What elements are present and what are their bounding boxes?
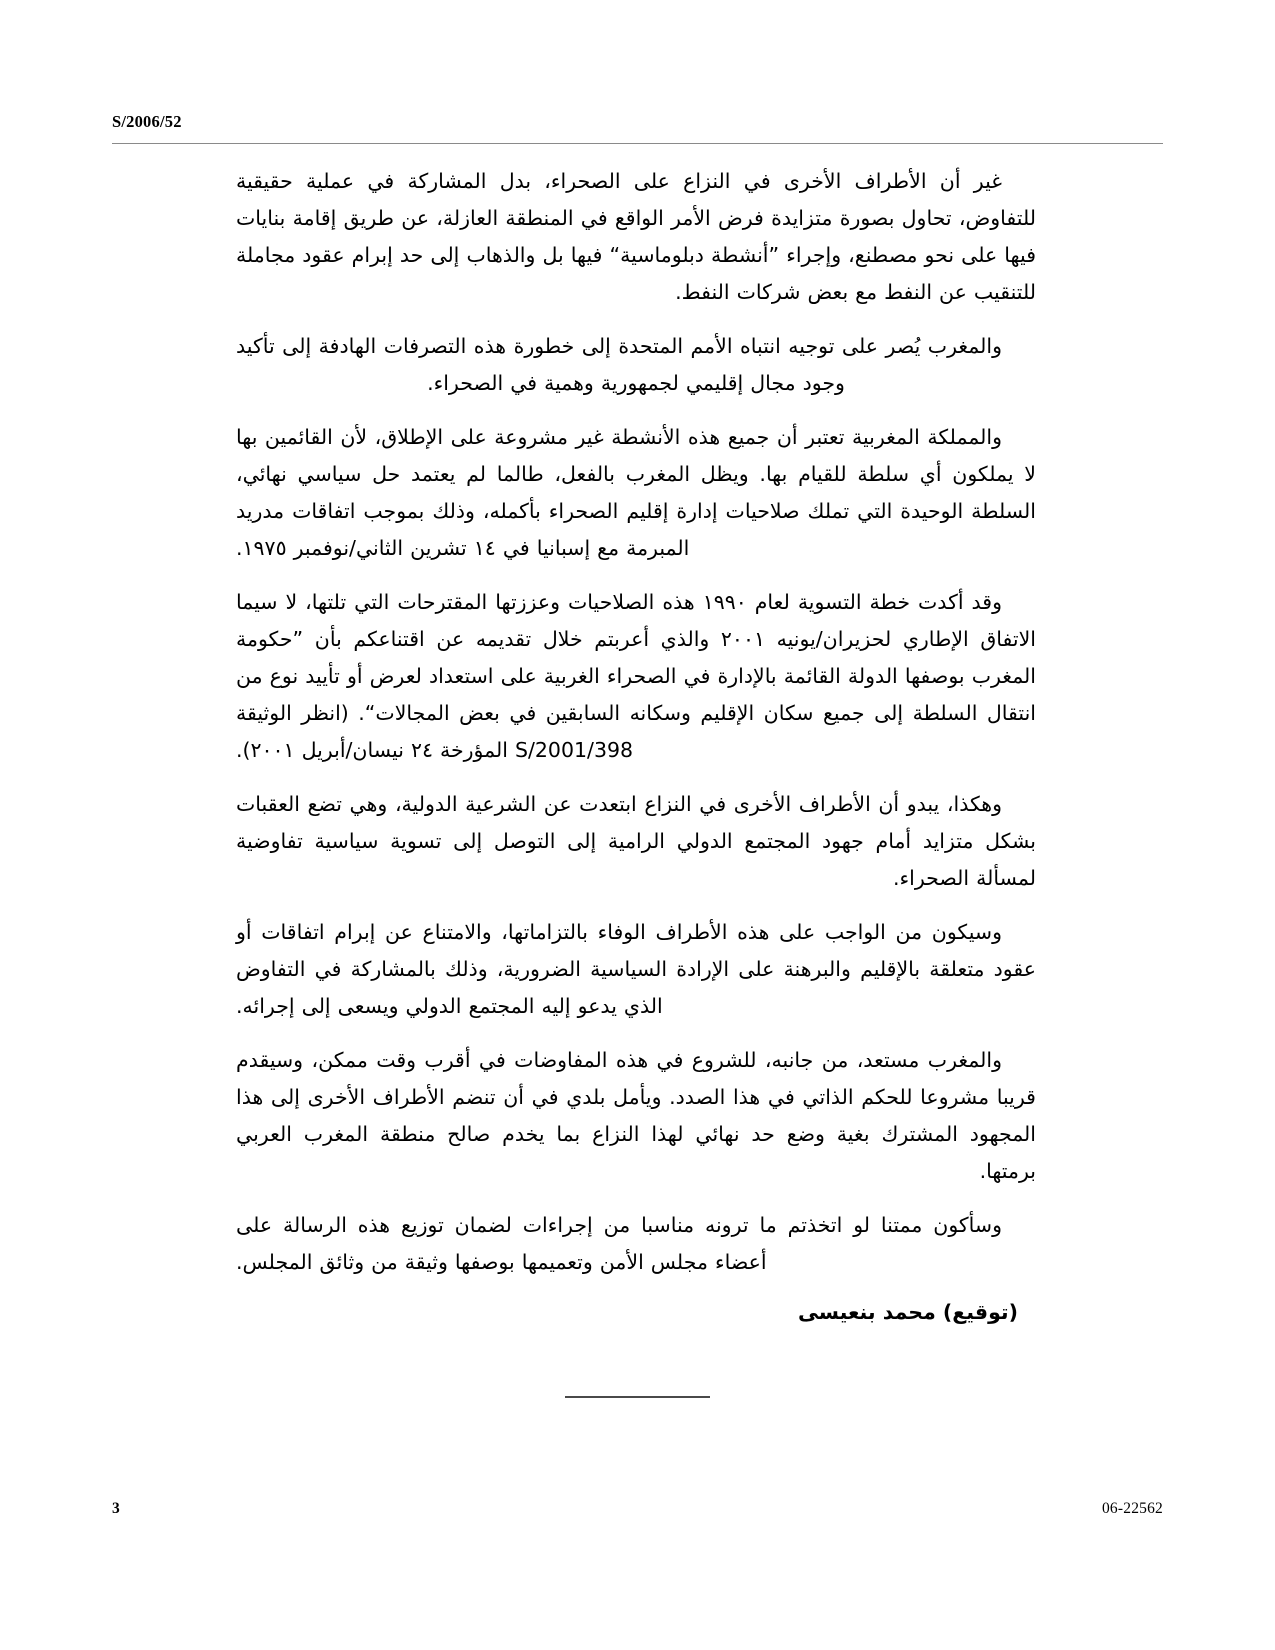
paragraph: وسيكون من الواجب على هذه الأطراف الوفاء بالتزاماتها، والامتناع عن إبرام اتفاقات أو عقود متعلقة بالإقليم والبرهنة على الإرادة السياسية الضرورية، وذلك بالمشاركة في التفاوض الذي يدعو إليه المجتمع الدولي ويسعى إلى إجرائه. <box>236 920 1036 1018</box>
paragraph: غير أن الأطراف الأخرى في النزاع على الصحراء، بدل المشاركة في عملية حقيقية للتفاوض، تحاول بصورة متزايدة فرض الأمر الواقع في المنطقة العازلة، عن طريق إقامة بنايات فيها على نحو مصطنع، وإجراء ”أنشطة دبلوماسية“ فيها بل والذهاب إلى حد إبرام عقود مجاملة للتنقيب عن النفط مع بعض شركات النفط. <box>236 169 1036 304</box>
paragraph: والمغرب مستعد، من جانبه، للشروع في هذه المفاوضات في أقرب وقت ممكن، وسيقدم قريبا مشروعا للحكم الذاتي في هذا الصدد. ويأمل بلدي في أن تنضم الأطراف الأخرى إلى هذا المجهود المشترك بغية وضع حد نهائي لهذا النزاع بما يخدم صالح منطقة المغرب العربي برمتها. <box>236 1048 1036 1183</box>
paragraph: والمملكة المغربية تعتبر أن جميع هذه الأنشطة غير مشروعة على الإطلاق، لأن القائمين بها لا يملكون أي سلطة للقيام بها. ويظل المغرب بالفعل، طالما لم يعتمد حل سياسي نهائي، السلطة الوحيدة التي تملك صلاحيات إدارة إقليم الصحراء بأكمله، وذلك بموجب اتفاقات مدريد المبرمة مع إسبانيا في ١٤ تشرين الثاني/نوفمبر ١٩٧٥. <box>236 425 1036 560</box>
header-divider <box>112 143 1163 144</box>
paragraph: وقد أكدت خطة التسوية لعام ١٩٩٠ هذه الصلاحيات وعززتها المقترحات التي تلتها، لا سيما الاتفاق الإطاري لحزيران/يونيه ٢٠٠١ والذي أعربتم خلال تقديمه عن اقتناعكم بأن ”حكومة المغرب بوصفها الدولة القائمة بالإدارة في الصحراء الغربية على استعداد لعرض أو تأييد نوع من انتقال السلطة إلى جميع سكان الإقليم وسكانه السابقين في بعض المجالات“. (انظر الوثيقة S/2001/398 المؤرخة ٢٤ نيسان/أبريل ٢٠٠١). <box>236 590 1036 762</box>
end-of-text-rule-container <box>0 1388 1275 1406</box>
paragraph: وهكذا، يبدو أن الأطراف الأخرى في النزاع ابتعدت عن الشرعية الدولية، وهي تضع العقبات بشكل متزايد أمام جهود المجتمع الدولي الرامية إلى التوصل إلى تسوية سياسية تفاوضية لمسألة الصحراء. <box>236 792 1036 890</box>
page-footer <box>112 1500 1163 1528</box>
signature-block <box>236 1295 1036 1329</box>
document-symbol: S/2006/52 <box>112 112 182 131</box>
body-text-column <box>236 163 1036 1281</box>
job-number: 06-22562 <box>1101 1500 1163 1517</box>
paragraph: والمغرب يُصر على توجيه انتباه الأمم المتحدة إلى خطورة هذه التصرفات الهادفة إلى تأكيد وجود مجال إقليمي لجمهورية وهمية في الصحراء. <box>236 334 1002 395</box>
page-number: 3 <box>112 1500 120 1517</box>
paragraph: وسأكون ممتنا لو اتخذتم ما ترونه مناسبا من إجراءات لضمان توزيع هذه الرسالة على أعضاء مجلس الأمن وتعميمها بوصفها وثيقة من وثائق المجلس. <box>236 1213 1002 1274</box>
signature-name: (توقيع) محمد بنعيسى <box>797 1300 1018 1324</box>
end-of-text-rule <box>565 1396 710 1398</box>
